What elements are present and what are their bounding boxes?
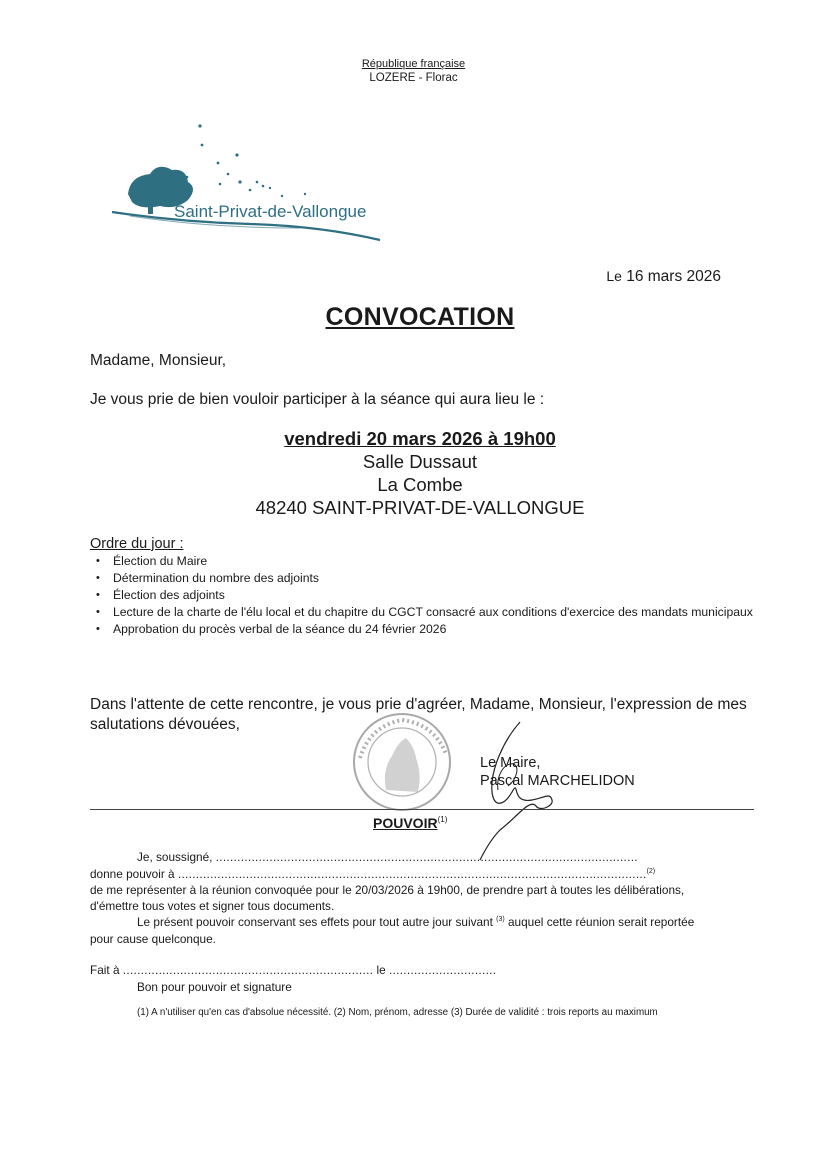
signee-blank[interactable]: ......................................................................................................................: [215, 850, 638, 864]
proxy-heading-text: POUVOIR: [373, 815, 438, 831]
proxy-heading-note: (1): [437, 815, 448, 825]
footnote: (1) A n'utiliser qu'en cas d'absolue nécessité. (2) Nom, prénom, adresse (3) Durée de validité : trois reports au maximum: [137, 1007, 658, 1018]
agenda-item: • Élection du Maire: [96, 553, 756, 570]
signee-label: Je, soussigné,: [137, 850, 213, 864]
proxy-line-delegate: [90, 867, 655, 881]
page-title: CONVOCATION: [325, 303, 515, 331]
validity-text: Le présent pouvoir conservant ses effets pour tout autre jour suivant: [137, 915, 493, 929]
fait-label: Fait à: [90, 963, 120, 977]
proxy-text-line: pour cause quelconque.: [90, 932, 216, 946]
agenda-list: [96, 553, 756, 638]
meeting-datetime: vendredi 20 mars 2026 à 19h00: [284, 428, 556, 449]
proxy-text-line: d'émettre tous votes et signer tous documents.: [90, 899, 335, 913]
le-blank[interactable]: ..............................: [388, 963, 497, 977]
agenda-item: • Lecture de la charte de l'élu local et du chapitre du CGCT consacré aux conditions d'exercice des mandats municipaux: [96, 604, 756, 621]
agenda-item: • Détermination du nombre des adjoints: [96, 570, 756, 587]
logo-text: Saint-Privat-de-Vallongue: [174, 202, 367, 221]
meeting-room: Salle Dussaut: [362, 451, 478, 472]
proxy-heading: [373, 815, 447, 831]
closing-text: Dans l'attente de cette rencontre, je vous prie d'agréer, Madame, Monsieur, l'expression de mes salutations dévouées,: [90, 696, 747, 733]
proxy-text-line: de me représenter à la réunion convoquée pour le 20/03/2026 à 19h00, de prendre part à toutes les délibérations,: [90, 883, 685, 897]
proxy-line-signee: [137, 850, 638, 864]
agenda-item: • Élection des adjoints: [96, 587, 756, 604]
proxy-validity-line: [137, 915, 694, 929]
date-value: 16 mars 2026: [626, 268, 721, 285]
meeting-city: 48240 SAINT-PRIVAT-DE-VALLONGUE: [255, 497, 585, 518]
le-label: le: [376, 963, 386, 977]
bon-pour-pouvoir: Bon pour pouvoir et signature: [137, 980, 292, 994]
delegate-note: (2): [646, 868, 656, 876]
signatory-name: Pascal MARCHELIDON: [480, 773, 635, 789]
validity-text-end: auquel cette réunion serait reportée: [508, 915, 695, 929]
salutation: Madame, Monsieur,: [90, 352, 227, 369]
signatory-role: Le Maire,: [480, 755, 541, 771]
mayor-signature: [437, 720, 580, 865]
fait-line: [90, 963, 496, 977]
meeting-place: La Combe: [377, 474, 463, 495]
date-prefix: Le: [606, 268, 622, 284]
municipality-logo: [110, 118, 390, 248]
delegate-label: donne pouvoir à: [90, 867, 175, 881]
agenda-heading: Ordre du jour :: [90, 536, 184, 552]
intro-text: Je vous prie de bien vouloir participer à la séance qui aura lieu le :: [90, 391, 545, 408]
validity-note: (3): [496, 916, 505, 924]
delegate-blank[interactable]: ...................................................................................................................................: [177, 867, 647, 881]
document-date: [606, 268, 721, 286]
agenda-item: • Approbation du procès verbal de la séance du 24 février 2026: [96, 621, 756, 638]
section-divider: [90, 809, 754, 810]
fait-blank[interactable]: ......................................................................: [122, 963, 374, 977]
region-label: LOZERE - Florac: [369, 72, 458, 84]
republic-label: République française: [361, 58, 466, 70]
